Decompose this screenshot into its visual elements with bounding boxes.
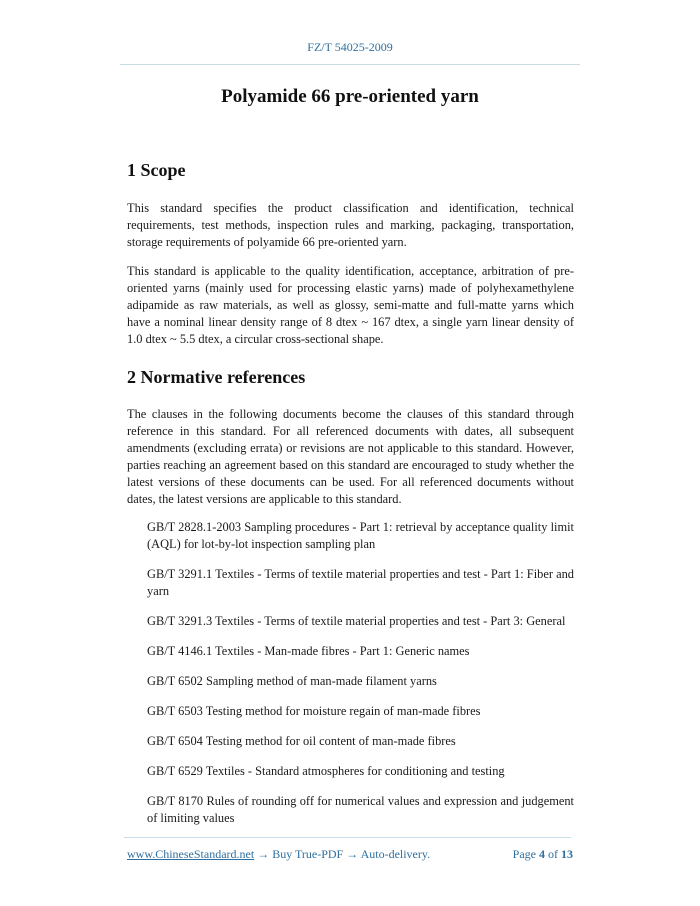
section-heading: 1 Scope — [127, 160, 186, 180]
reference-item — [127, 793, 574, 827]
section-scope — [127, 160, 574, 181]
reference-item — [127, 643, 574, 660]
references-intro — [127, 406, 574, 508]
section-heading: 2 Normative references — [127, 367, 306, 387]
document-title: Polyamide 66 pre-oriented yarn — [221, 86, 479, 107]
reference-text: GB/T 6503 Testing method for moisture regain of man-made fibres — [147, 704, 481, 718]
paragraph: This standard specifies the product classification and identification, technical requirements, test methods, inspection rules and marking, packaging, transportation, storage requirements of polyamide 66 pre-oriented yarn. — [127, 201, 574, 249]
paragraph: The clauses in the following documents become the clauses of this standard through reference in this standard. For all referenced documents with dates, all subsequent amendments (excluding errata) or revisions are not applicable to this standard. However, parties reaching an agreement based on this standard are encouraged to study whether the latest versions of these documents can be used. For all referenced documents without dates, the latest versions are applicable to this standard. — [127, 407, 574, 506]
document-code: FZ/T 54025-2009 — [307, 40, 393, 54]
reference-text: GB/T 6502 Sampling method of man-made filament yarns — [147, 674, 437, 688]
page-indicator — [513, 847, 573, 862]
reference-text: GB/T 8170 Rules of rounding off for numerical values and expression and judgement of limiting values — [147, 794, 574, 825]
promo-text: → Buy True-PDF → Auto-delivery. — [254, 847, 431, 861]
reference-text: GB/T 6529 Textiles - Standard atmospheres for conditioning and testing — [147, 764, 505, 778]
page-footer — [127, 847, 573, 862]
page-total: 13 — [561, 847, 573, 861]
reference-item — [127, 519, 574, 553]
reference-item — [127, 763, 574, 780]
reference-item — [127, 613, 574, 630]
reference-text: GB/T 3291.1 Textiles - Terms of textile material properties and test - Part 1: Fiber and yarn — [147, 567, 574, 598]
paragraph: This standard is applicable to the quality identification, acceptance, arbitration of pre-oriented yarns (mainly used for processing elastic yarns) made of polyhexamethylene adipamide as raw materials, as well as glossy, semi-matte and full-matte yarns which have a nominal linear density range of 8 dtex ~ 167 dtex, a single yarn linear density of 1.0 dtex ~ 5.5 dtex, a circular cross-sectional shape. — [127, 264, 574, 346]
footer-divider — [124, 837, 571, 838]
reference-text: GB/T 2828.1-2003 Sampling procedures - Part 1: retrieval by acceptance quality limit (AQL) for lot-by-lot inspection sampling plan — [147, 520, 574, 551]
scope-paragraph-2 — [127, 263, 574, 348]
page-current: 4 — [539, 847, 545, 861]
website-link[interactable]: www.ChineseStandard.net — [127, 847, 255, 861]
reference-text: GB/T 6504 Testing method for oil content of man-made fibres — [147, 734, 456, 748]
section-normative-references — [127, 367, 574, 388]
scope-paragraph-1 — [127, 200, 574, 251]
page-label: Page — [512, 847, 536, 861]
reference-item — [127, 703, 574, 720]
reference-item — [127, 673, 574, 690]
page-of: of — [548, 847, 558, 861]
reference-text: GB/T 4146.1 Textiles - Man-made fibres - Part 1: Generic names — [147, 644, 470, 658]
header-divider — [120, 64, 580, 65]
reference-item — [127, 566, 574, 600]
reference-text: GB/T 3291.3 Textiles - Terms of textile material properties and test - Part 3: General — [147, 614, 566, 628]
reference-item — [127, 733, 574, 750]
